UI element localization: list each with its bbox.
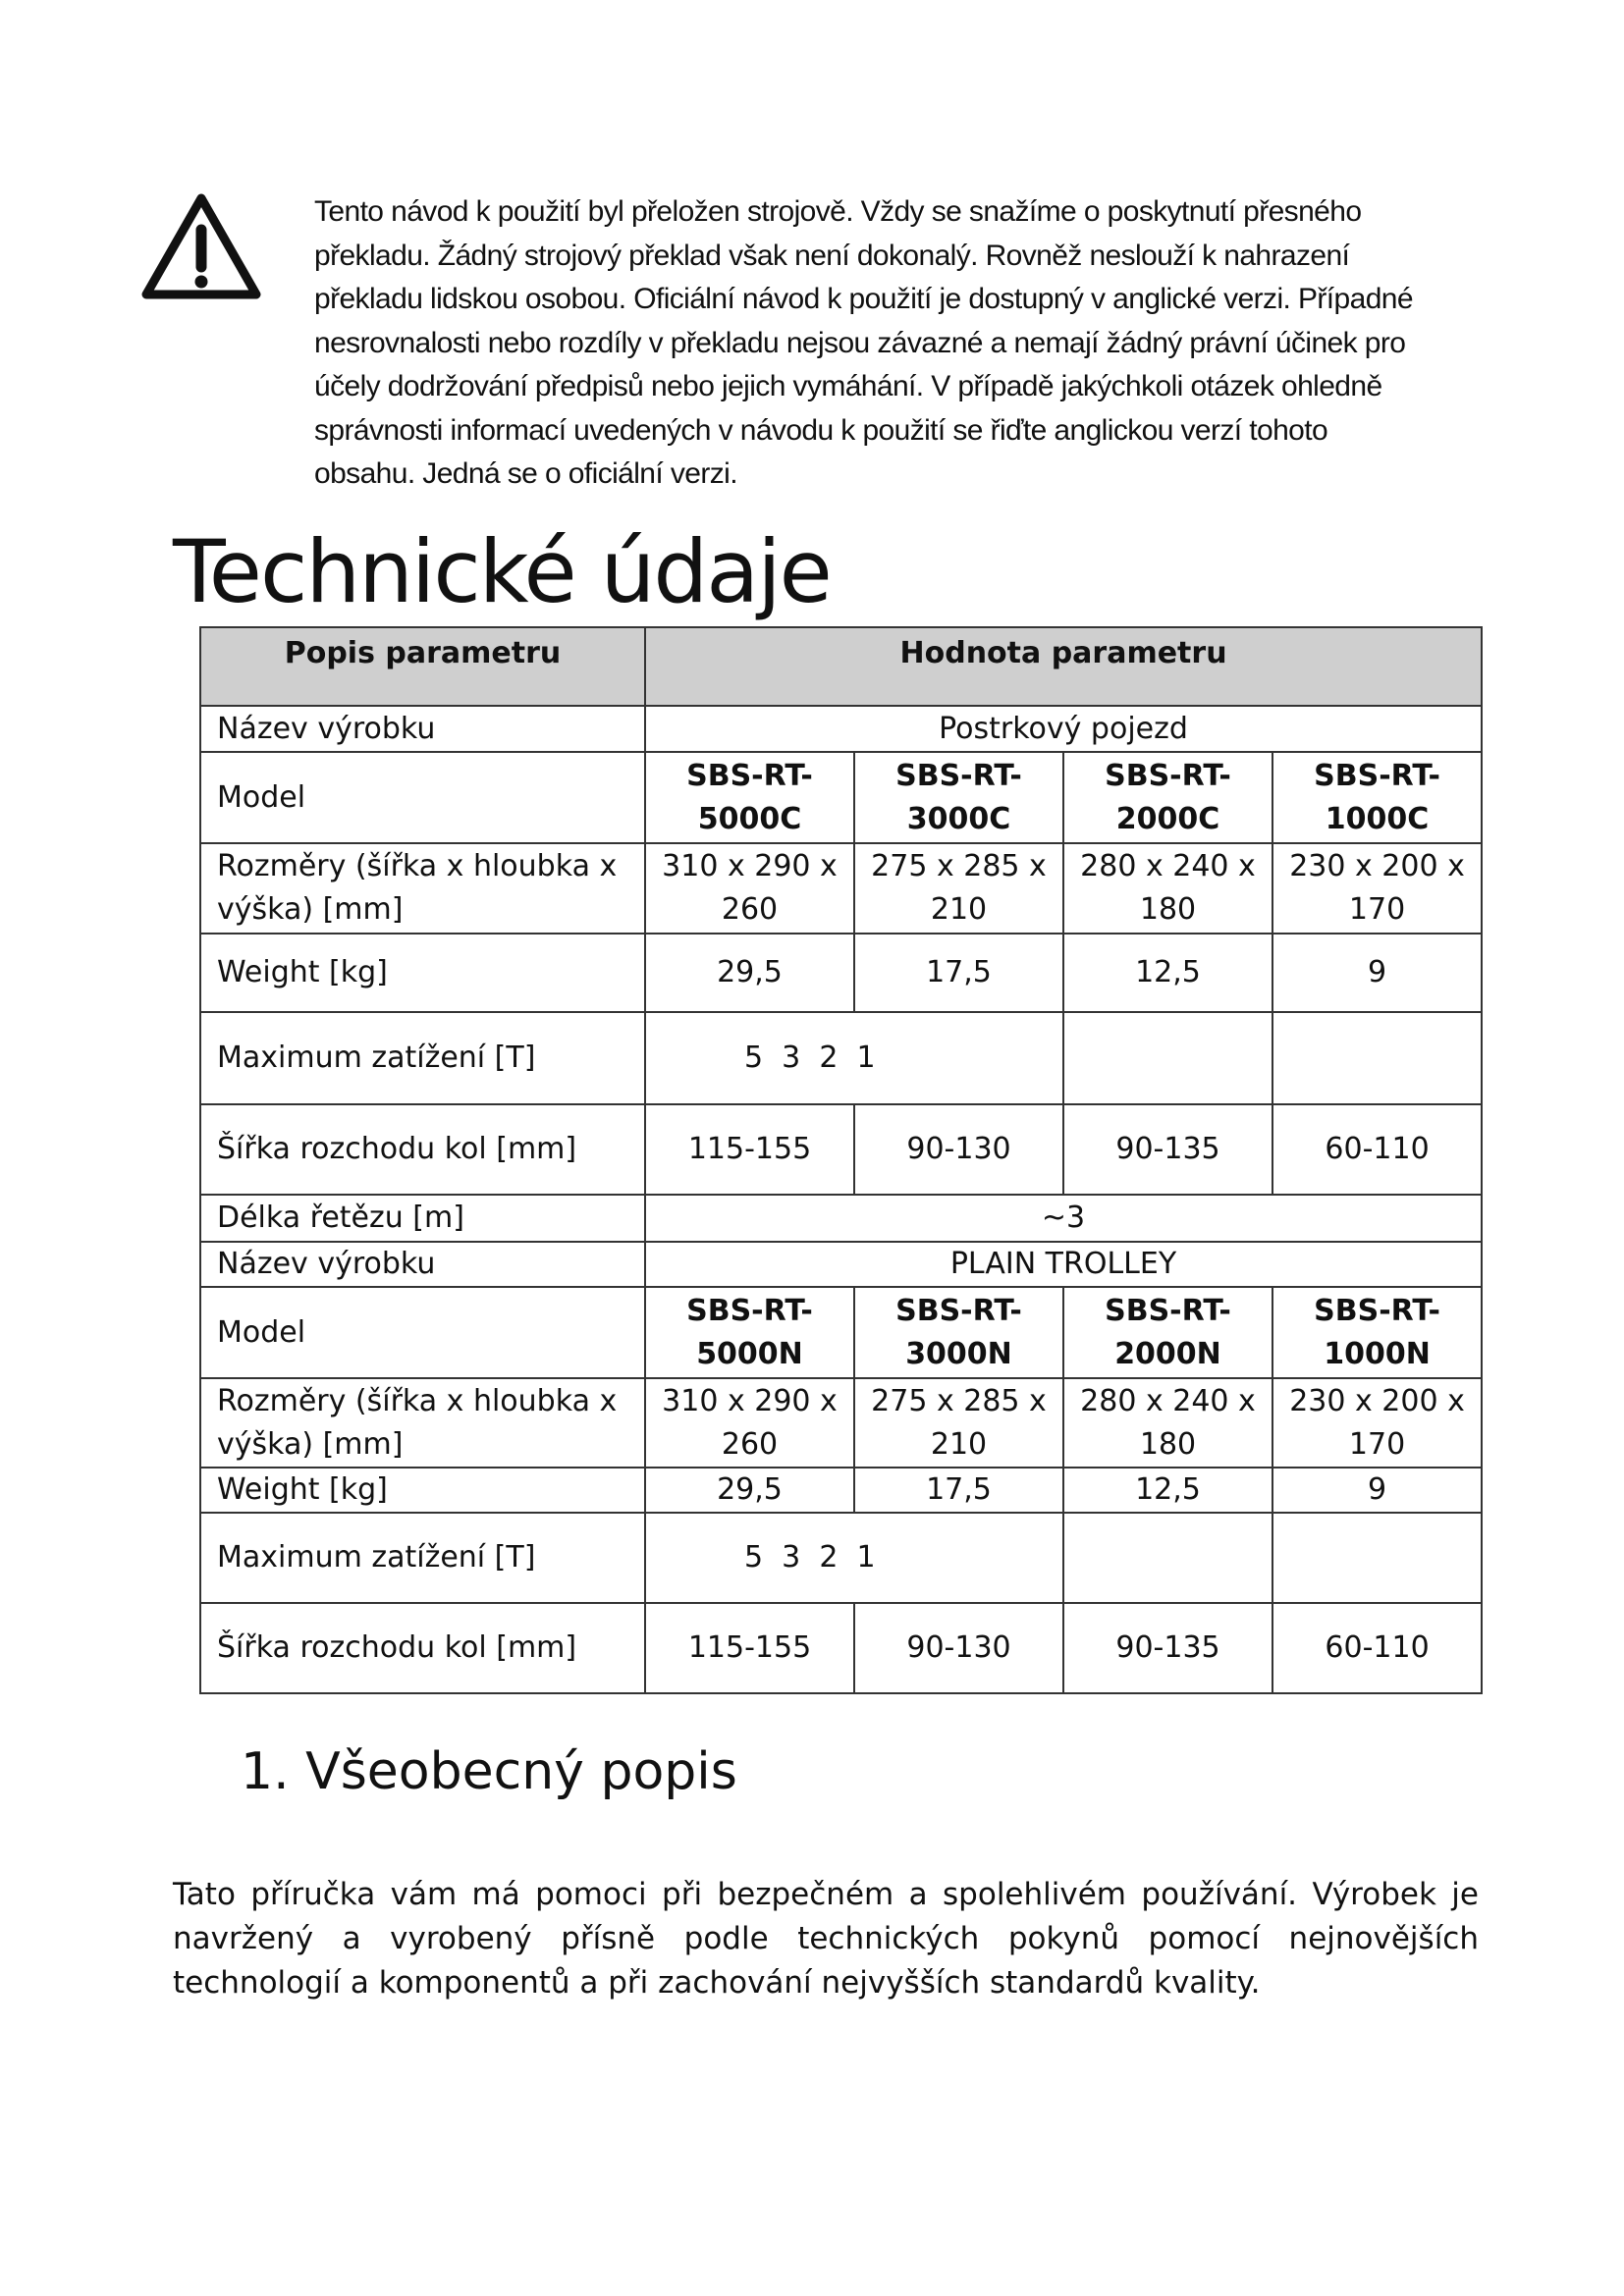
spec-table	[199, 626, 1483, 1694]
model-cell: SBS-RT- 1000N	[1272, 1287, 1482, 1378]
table-row	[200, 1378, 1482, 1468]
track-cell: 115-155	[645, 1104, 854, 1195]
table-row	[200, 934, 1482, 1012]
empty-cell	[1063, 1513, 1272, 1603]
track-cell: 90-130	[854, 1603, 1063, 1693]
row-label: Maximum zatížení [T]	[200, 1012, 645, 1104]
row-label: Model	[200, 1287, 645, 1378]
row-label: Název výrobku	[200, 1242, 645, 1287]
track-cell: 90-135	[1063, 1104, 1272, 1195]
track-cell: 60-110	[1272, 1603, 1482, 1693]
model-cell: SBS-RT- 2000C	[1063, 752, 1272, 843]
model-cell: SBS-RT- 5000N	[645, 1287, 854, 1378]
row-label: Rozměry (šířka x hloubka x výška) [mm]	[200, 843, 645, 934]
row-label: Rozměry (šířka x hloubka x výška) [mm]	[200, 1378, 645, 1468]
dims-cell: 280 x 240 x 180	[1063, 1378, 1272, 1468]
page-title: Technické údaje	[173, 521, 831, 622]
section-heading: 1. Všeobecný popis	[241, 1742, 737, 1801]
dims-cell: 280 x 240 x 180	[1063, 843, 1272, 934]
track-cell: 90-130	[854, 1104, 1063, 1195]
table-row	[200, 1012, 1482, 1104]
chain-length: ~3	[645, 1195, 1482, 1242]
table-row	[200, 1104, 1482, 1195]
row-label: Model	[200, 752, 645, 843]
weight-cell: 17,5	[854, 1468, 1063, 1513]
load-cell: 5 3 2 1	[645, 1513, 1063, 1603]
product-name: Postrkový pojezd	[645, 706, 1482, 752]
table-row	[200, 752, 1482, 843]
model-cell: SBS-RT- 2000N	[1063, 1287, 1272, 1378]
dims-cell: 230 x 200 x 170	[1272, 843, 1482, 934]
model-cell: SBS-RT- 3000N	[854, 1287, 1063, 1378]
warning-triangle-icon	[140, 192, 262, 300]
track-cell: 115-155	[645, 1603, 854, 1693]
dims-cell: 310 x 290 x 260	[645, 843, 854, 934]
row-label: Šířka rozchodu kol [mm]	[200, 1104, 645, 1195]
disclaimer-line: nesrovnalosti nebo rozdíly v překladu nejsou závazné a nemají žádný právní účinek pro	[314, 326, 1406, 359]
empty-cell	[1272, 1513, 1482, 1603]
disclaimer-line: Tento návod k použití byl přeložen strojově. Vždy se snažíme o poskytnutí přesného	[314, 195, 1362, 228]
weight-cell: 29,5	[645, 1468, 854, 1513]
model-cell: SBS-RT- 5000C	[645, 752, 854, 843]
table-row	[200, 843, 1482, 934]
table-row	[200, 1242, 1482, 1287]
table-row	[200, 1468, 1482, 1513]
table-header-row	[200, 627, 1482, 706]
row-label: Délka řetězu [m]	[200, 1195, 645, 1242]
disclaimer-line: překladu lidskou osobou. Oficiální návod k použití je dostupný v anglické verzi. Případné	[314, 283, 1413, 315]
dims-cell: 275 x 285 x 210	[854, 1378, 1063, 1468]
dims-cell: 310 x 290 x 260	[645, 1378, 854, 1468]
disclaimer-line: překladu. Žádný strojový překlad však není dokonalý. Rovněž neslouží k nahrazení	[314, 239, 1350, 272]
table-row	[200, 1195, 1482, 1242]
empty-cell	[1063, 1012, 1272, 1104]
track-cell: 90-135	[1063, 1603, 1272, 1693]
section-body: Tato příručka vám má pomoci při bezpečném a spolehlivém používání. Výrobek je navržený a vyrobený přísně podle technických pokynů pomocí nejnovějších technologií a komponentů a při zachování nejvyšších standardů kvality.	[173, 1877, 1479, 2001]
row-label: Maximum zatížení [T]	[200, 1513, 645, 1603]
load-cell: 5 3 2 1	[645, 1012, 1063, 1104]
table-row	[200, 706, 1482, 752]
weight-cell: 12,5	[1063, 1468, 1272, 1513]
product-name: PLAIN TROLLEY	[645, 1242, 1482, 1287]
row-label: Název výrobku	[200, 706, 645, 752]
table-row	[200, 1287, 1482, 1378]
disclaimer-line: účely dodržování předpisů nebo jejich vymáhání. V případě jakýchkoli otázek ohledně	[314, 370, 1382, 402]
model-cell: SBS-RT- 1000C	[1272, 752, 1482, 843]
translation-disclaimer	[314, 190, 1522, 497]
table-row	[200, 1603, 1482, 1693]
weight-cell: 12,5	[1063, 934, 1272, 1012]
model-cell: SBS-RT- 3000C	[854, 752, 1063, 843]
row-label: Weight [kg]	[200, 1468, 645, 1513]
dims-cell: 230 x 200 x 170	[1272, 1378, 1482, 1468]
row-label: Weight [kg]	[200, 934, 645, 1012]
empty-cell	[1272, 1012, 1482, 1104]
disclaimer-line: správnosti informací uvedených v návodu k použití se řiďte anglickou verzí tohoto	[314, 413, 1328, 447]
weight-cell: 9	[1272, 934, 1482, 1012]
track-cell: 60-110	[1272, 1104, 1482, 1195]
header-param: Popis parametru	[200, 627, 645, 706]
table-row	[200, 1513, 1482, 1603]
weight-cell: 9	[1272, 1468, 1482, 1513]
dims-cell: 275 x 285 x 210	[854, 843, 1063, 934]
disclaimer-line: obsahu. Jedná se o oficiální verzi.	[314, 457, 737, 490]
weight-cell: 29,5	[645, 934, 854, 1012]
weight-cell: 17,5	[854, 934, 1063, 1012]
row-label: Šířka rozchodu kol [mm]	[200, 1603, 645, 1693]
header-value: Hodnota parametru	[645, 627, 1482, 706]
